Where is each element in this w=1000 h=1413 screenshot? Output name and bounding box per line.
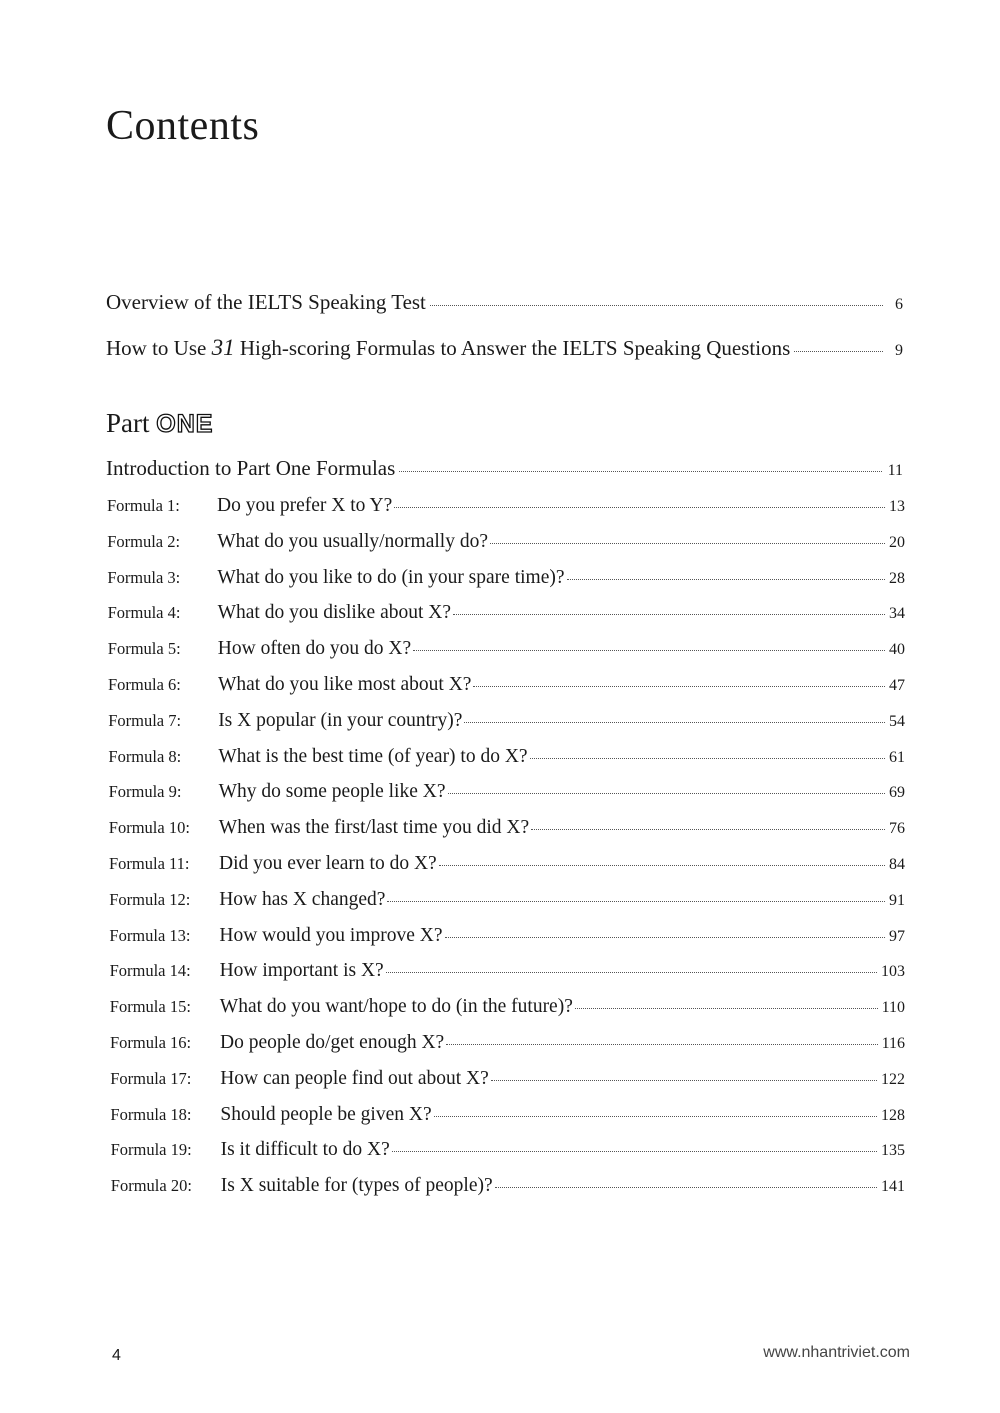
formula-page-number: 40	[889, 641, 905, 659]
formula-page-number: 128	[881, 1106, 905, 1124]
dot-leader	[446, 1044, 877, 1045]
label-text: High-scoring Formulas to Answer the IELTS Speaking Questions	[234, 336, 791, 360]
formula-number: Formula 6:	[108, 674, 181, 694]
dot-leader	[473, 686, 885, 687]
formula-page-number: 34	[889, 605, 905, 623]
formula-number: Formula 18:	[110, 1104, 192, 1124]
formula-row[interactable]	[107, 853, 905, 889]
formula-number: Formula 1:	[107, 496, 180, 515]
dot-leader	[464, 722, 885, 723]
dot-leader	[567, 579, 885, 580]
formula-row[interactable]	[107, 960, 905, 996]
formula-number: Formula 15:	[109, 997, 191, 1017]
formula-number: Formula 5:	[107, 639, 181, 659]
formula-page-number: 122	[881, 1070, 905, 1088]
formula-page-number: 84	[889, 855, 905, 873]
toc-entry-part-intro[interactable]	[106, 456, 903, 481]
formula-number: Formula 13:	[109, 925, 191, 945]
part-number: ONE	[156, 410, 214, 438]
toc-entry-overview[interactable]	[106, 290, 903, 315]
formula-question: What do you like most about X?	[218, 673, 472, 695]
formula-question: Why do some people like X?	[218, 781, 446, 803]
dot-leader	[453, 614, 885, 615]
toc-entry-label	[106, 335, 790, 361]
formula-row[interactable]	[107, 674, 905, 710]
formula-number: Formula 12:	[109, 889, 191, 909]
dot-leader	[530, 758, 885, 759]
formula-page-number: 91	[889, 891, 905, 909]
formula-page-number: 116	[881, 1034, 905, 1052]
dot-leader	[448, 793, 886, 794]
formula-row[interactable]	[107, 1104, 905, 1140]
dot-leader	[387, 901, 885, 902]
formula-page-number: 54	[889, 712, 905, 730]
formula-question: What do you like to do (in your spare time)?	[217, 566, 565, 588]
formula-question: Do people do/get enough X?	[220, 1031, 445, 1053]
formula-number: Formula 10:	[108, 818, 190, 838]
formula-question: How has X changed?	[219, 888, 386, 910]
formula-row[interactable]	[107, 925, 905, 961]
formula-page-number: 28	[889, 569, 905, 587]
formula-number: Formula 2:	[107, 531, 181, 551]
formula-question: What do you dislike about X?	[217, 602, 452, 624]
formula-page-number: 97	[889, 927, 905, 945]
formula-question: What is the best time (of year) to do X?	[218, 745, 528, 767]
formula-page-number: 13	[889, 498, 905, 515]
formula-number: Formula 9:	[108, 782, 182, 802]
dot-leader	[490, 543, 885, 544]
dot-leader	[394, 507, 885, 508]
toc-entry-how-to-use[interactable]	[106, 335, 903, 361]
formula-number: Formula 17:	[110, 1068, 192, 1088]
formula-page-number: 69	[889, 784, 905, 802]
formula-question: Should people be given X?	[220, 1103, 432, 1125]
dot-leader	[495, 1187, 877, 1188]
formula-row[interactable]	[107, 996, 905, 1032]
part-heading	[106, 408, 213, 439]
formula-question: Do you prefer X to Y?	[217, 495, 393, 516]
page-title: Contents	[106, 103, 260, 149]
dot-leader	[439, 865, 885, 866]
formula-question: How often do you do X?	[217, 638, 412, 660]
formula-number: Formula 8:	[108, 746, 182, 766]
formula-number: Formula 11:	[109, 853, 190, 873]
formula-question: How can people find out about X?	[220, 1067, 489, 1089]
formula-number: Formula 14:	[109, 961, 191, 981]
formula-row[interactable]	[107, 746, 905, 782]
toc-page-number: 6	[895, 296, 903, 313]
footer-page-number: 4	[112, 1347, 121, 1364]
formula-number: Formula 4:	[107, 603, 181, 623]
formula-page-number: 110	[881, 999, 905, 1017]
formula-page-number: 47	[889, 676, 905, 694]
formula-row[interactable]	[107, 531, 905, 567]
formula-row[interactable]	[107, 889, 905, 925]
formula-page-number: 61	[889, 748, 905, 766]
label-number: 31	[211, 335, 235, 360]
formula-row[interactable]	[107, 781, 905, 817]
label-text: How to Use	[106, 336, 212, 360]
formula-question: Is X popular (in your country)?	[218, 709, 463, 731]
toc-page-number: 11	[887, 462, 903, 479]
dot-leader	[575, 1008, 878, 1009]
formula-row[interactable]	[107, 638, 905, 674]
toc-entry-label: Overview of the IELTS Speaking Test	[106, 290, 426, 314]
formula-row[interactable]	[107, 710, 905, 746]
formula-row[interactable]	[107, 1139, 905, 1175]
formula-question: Did you ever learn to do X?	[219, 852, 437, 874]
formula-row[interactable]	[107, 1175, 905, 1211]
formula-question: How important is X?	[219, 960, 384, 982]
dot-leader	[392, 1151, 877, 1152]
dot-leader	[445, 937, 885, 938]
dot-leader	[531, 829, 885, 830]
formula-question: What do you usually/normally do?	[217, 530, 488, 552]
formula-question: What do you want/hope to do (in the future)?	[219, 996, 573, 1018]
dot-leader	[794, 351, 883, 352]
formula-page-number: 76	[889, 820, 905, 838]
formula-question: When was the first/last time you did X?	[218, 817, 530, 839]
formula-question: Is X suitable for (types of people)?	[220, 1175, 493, 1197]
formula-page-number: 141	[881, 1178, 905, 1196]
toc-entry-label: Introduction to Part One Formulas	[106, 456, 396, 480]
dot-leader	[386, 972, 877, 973]
formula-number: Formula 19:	[110, 1140, 192, 1160]
part-word: Part	[106, 408, 150, 438]
formula-question: Is it difficult to do X?	[220, 1139, 390, 1161]
footer-url: www.nhantriviet.com	[763, 1344, 910, 1361]
formula-row[interactable]	[107, 1068, 905, 1104]
formula-list	[107, 495, 905, 1211]
formula-row[interactable]	[107, 495, 905, 531]
dot-leader	[413, 650, 885, 651]
formula-page-number: 135	[881, 1142, 905, 1160]
formula-page-number: 103	[881, 963, 905, 981]
formula-row[interactable]	[107, 1032, 905, 1068]
formula-number: Formula 3:	[107, 567, 181, 587]
formula-number: Formula 7:	[108, 710, 182, 730]
formula-number: Formula 20:	[110, 1176, 192, 1196]
dot-leader	[399, 471, 881, 472]
toc-page-number: 9	[895, 342, 903, 359]
formula-row[interactable]	[107, 602, 905, 638]
dot-leader	[491, 1080, 877, 1081]
formula-question: How would you improve X?	[219, 924, 443, 946]
formula-number: Formula 16:	[110, 1032, 192, 1052]
dot-leader	[434, 1116, 877, 1117]
formula-row[interactable]	[107, 567, 905, 603]
formula-row[interactable]	[107, 817, 905, 853]
dot-leader	[430, 305, 883, 306]
formula-page-number: 20	[889, 533, 905, 551]
